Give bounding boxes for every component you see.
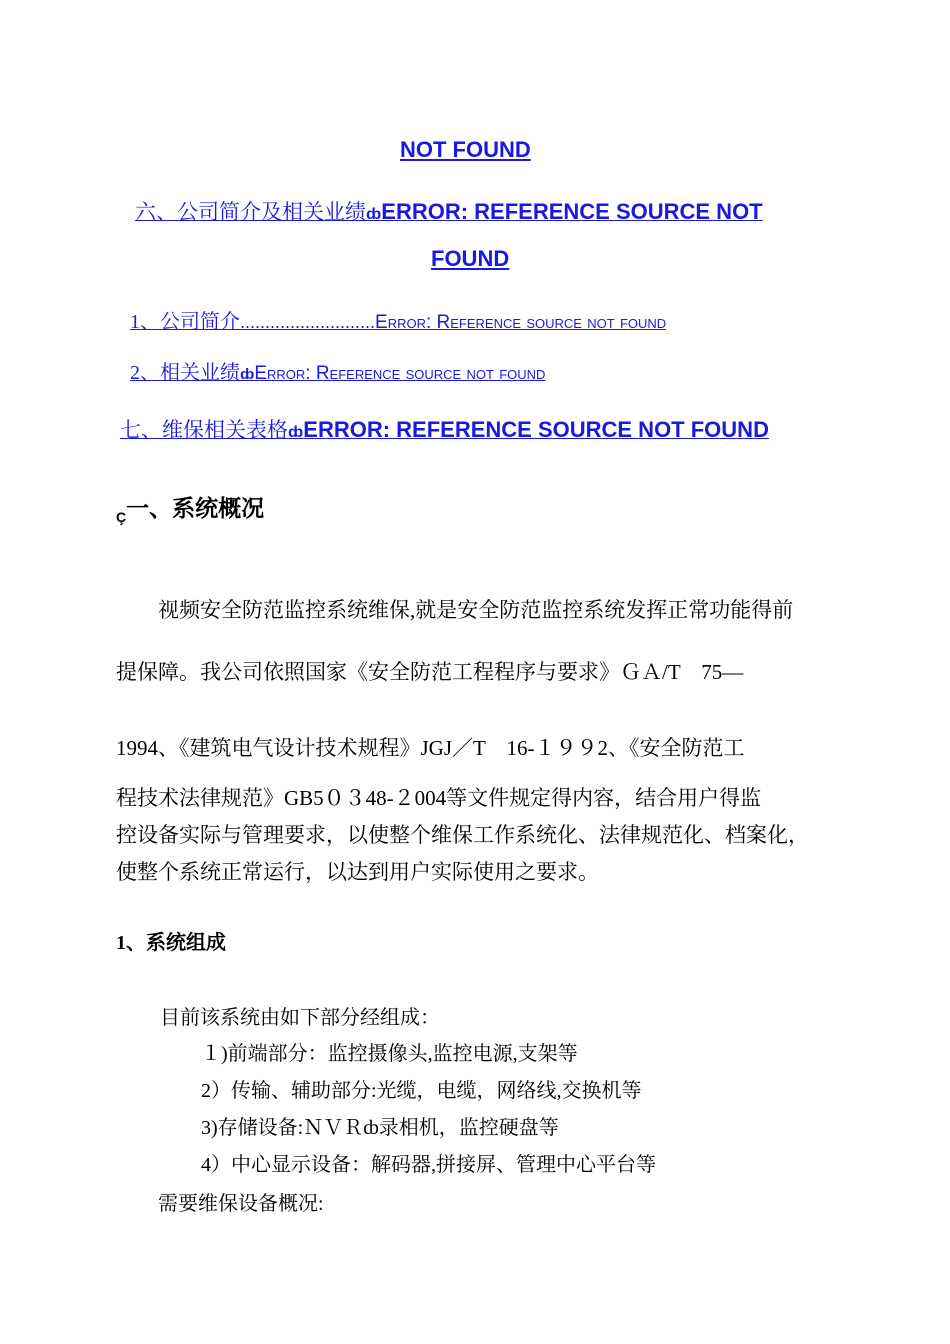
list-intro: 目前该系统由如下部分经组成： <box>160 1007 440 1029</box>
toc-item-company-profile-cont[interactable]: FOUND <box>431 246 510 271</box>
section-title: 一、系统概况 <box>126 496 265 521</box>
subsection-title: 1、系统组成 <box>116 932 226 954</box>
toc-subitem-company-intro[interactable] <box>130 305 666 334</box>
toc-item-label: 七、维保相关表格 <box>120 418 288 442</box>
paragraph-line: 视频安全防范监控系统维保,就是安全防范监控系统发挥正常功能得前 <box>158 598 794 622</box>
section-heading <box>116 490 264 523</box>
field-mark: ȸ <box>288 424 304 441</box>
toc-error-text: ERROR: REFERENCE SOURCE NOT <box>381 199 763 224</box>
list-item: 2）传输、辅助部分:光缆，电缆，网络线,交换机等 <box>201 1080 642 1102</box>
paragraph-line: 程技术法律规范》GB5０３48-２004等文件规定得内容，结合用户得监 <box>116 786 762 810</box>
list-item: 3)存储设备:ＮＶＲȸ录相机，监控硬盘等 <box>201 1117 559 1139</box>
paragraph-line: 提保障。我公司依照国家《安全防范工程程序与要求》ＧＡ/T 75— <box>116 660 744 684</box>
toc-error-text: Error: Reference source not found <box>254 363 546 384</box>
toc-subitem-label: 1、公司简介 <box>130 311 240 333</box>
toc-error-text: ERROR: REFERENCE SOURCE NOT FOUND <box>303 417 769 442</box>
paragraph-line: 控设备实际与管理要求，以使整个维保工作系统化、法律规范化、档案化， <box>116 823 809 847</box>
toc-item-maintenance-tables[interactable] <box>120 414 769 444</box>
toc-error-text: Error: Reference source not found <box>375 312 667 333</box>
field-mark: ȸ <box>366 206 382 223</box>
field-mark: ȸ <box>240 366 255 383</box>
list-item: １)前端部分：监控摄像头,监控电源,支架等 <box>201 1043 578 1065</box>
toc-subitem-label: 2、相关业绩 <box>130 362 240 384</box>
paragraph-line: 1994、《建筑电气设计技术规程》JGJ／T 16-１９９2、《安全防范工 <box>116 736 745 760</box>
toc-subitem-performance[interactable] <box>130 356 545 385</box>
list-item: 4）中心显示设备：解码器,拼接屏、管理中心平台等 <box>201 1154 656 1176</box>
toc-item-company-profile[interactable] <box>135 196 763 226</box>
toc-item-label: 六、公司简介及相关业绩 <box>135 200 366 224</box>
toc-continued-error[interactable]: NOT FOUND <box>400 137 531 162</box>
toc-leader-dots: ........................... <box>240 312 376 332</box>
list-outro: 需要维保设备概况: <box>158 1193 324 1215</box>
paragraph-line: 使整个系统正常运行，以达到用户实际使用之要求。 <box>116 860 599 884</box>
heading-mark: Ç <box>116 509 127 525</box>
